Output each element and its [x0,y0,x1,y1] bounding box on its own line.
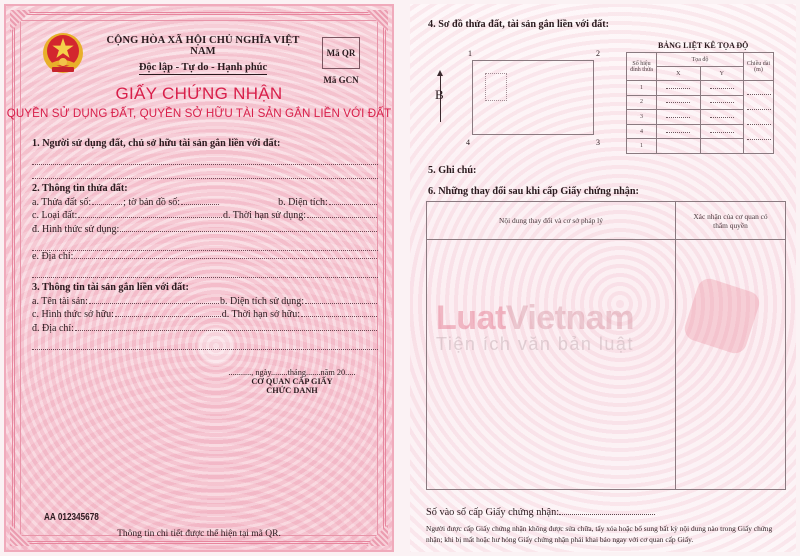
section4-heading: 4. Sơ đồ thửa đất, tài sản gắn liền với đất: [428,19,609,30]
x-cell[interactable] [657,110,701,125]
y-cell[interactable] [700,110,744,125]
length-cell[interactable] [744,81,774,154]
warning-note: Người được cấp Giấy chứng nhận không được sửa chữa, tẩy xóa hoặc bổ sung bất kỳ nội dung nào trong Giấy chứng nhận; khi bị mất hoặc hư hỏng Giấy chứng nhận phải khai báo ngay với cơ quan cấp Giấy. [426,524,773,544]
asset-name-label: a. Tên tài sản: [32,295,88,307]
usage-form-label: đ. Hình thức sử dụng: [32,223,120,235]
certificate-front-page [4,4,394,552]
changes-col-content: Nội dung thay đổi và cơ sở pháp lý [427,202,676,240]
land-address-field-line-2[interactable] [32,265,378,279]
land-address-label: e. Địa chỉ: [32,250,74,262]
col-coords: Tọa độ [657,53,744,67]
x-cell[interactable] [657,139,701,154]
asset-name-field[interactable] [89,296,219,304]
north-label: B [435,87,444,102]
point-cell: 4 [627,124,657,139]
col-y: Y [700,67,744,81]
asset-footprint-outline [485,73,507,101]
owner-field-line-2[interactable] [32,165,378,179]
watermark-brand-a: Luat [436,299,506,337]
map-sheet-field[interactable] [181,197,219,205]
vertex-label-4: 4 [466,138,470,147]
parcel-number-label: a. Thửa đất số: [32,196,92,208]
changes-content-cell[interactable] [427,240,676,490]
national-header [98,35,308,75]
point-cell: 1 [627,139,657,154]
x-cell[interactable] [657,81,701,96]
y-cell[interactable] [700,81,744,96]
vertex-label-3: 3 [596,138,600,147]
signer-title: CHỨC DANH [266,386,318,395]
section3-heading: 3. Thông tin tài sản gắn liền với đất: [32,282,189,293]
parcel-number-field[interactable] [92,197,122,205]
usage-form-field-line-2[interactable] [32,237,378,251]
vertex-label-1: 1 [468,49,472,58]
changes-confirmation-cell[interactable] [676,240,786,490]
certificate-title [6,84,392,120]
qr-label: Mã QR [326,48,356,58]
asset-address-label: đ. Địa chỉ: [32,322,74,334]
asset-address-field[interactable] [75,323,377,331]
ownership-term-field[interactable] [301,309,377,317]
coord-table-title: BẢNG LIỆT KÊ TỌA ĐỘ [658,41,749,50]
watermark-tagline: Tiện ích văn bản luật [436,334,634,354]
point-cell: 1 [627,81,657,96]
certificate-back-page [410,4,796,552]
qr-code-box [322,37,360,69]
point-cell: 3 [627,110,657,125]
issue-date-line: ..........., ngày........tháng.......năm 20..... [228,368,356,377]
national-emblem-icon [40,32,86,76]
vertex-label-2: 2 [596,49,600,58]
section2-heading: 2. Thông tin thửa đất: [32,183,128,194]
issuing-signature-block [222,368,362,395]
usage-area-label: b. Diện tích sử dụng: [219,295,304,307]
qr-note: Thông tin chi tiết được thể hiện tại mã QR. [117,529,281,539]
owner-field-line-1[interactable] [32,152,378,166]
land-address-field[interactable] [74,251,377,259]
registry-field[interactable] [559,509,655,515]
changes-table [426,201,786,490]
col-x: X [657,67,701,81]
section-attached-assets [32,282,378,350]
serial-number: AA 012345678 [44,512,99,523]
watermark-brand-b: Vietnam [505,299,634,337]
usage-term-label: d. Thời hạn sử dụng: [222,210,306,222]
land-type-field[interactable] [78,210,222,218]
point-cell: 2 [627,95,657,110]
section-owner [32,138,378,179]
y-cell[interactable] [700,124,744,139]
section-land-parcel [32,183,378,278]
coordinates-table [626,52,774,154]
usage-form-field[interactable] [120,224,377,232]
ownership-form-field[interactable] [115,309,221,317]
map-sheet-label: ; tờ bản đồ số: [123,196,181,208]
col-length: Chiều dài (m) [744,53,774,81]
table-row [627,81,774,96]
asset-address-field-line-2[interactable] [32,336,378,350]
certificate-code-label: Mã GCN [323,75,359,85]
ownership-term-label: d. Thời hạn sở hữu: [221,309,300,321]
land-type-label: c. Loại đất: [32,210,78,222]
parcel-diagram [472,60,594,135]
area-field[interactable] [329,197,377,205]
section5-heading: 5. Ghi chú: [428,165,477,176]
section6-heading: 6. Những thay đổi sau khi cấp Giấy chứng nhận: [428,186,639,197]
registry-number [426,507,655,518]
changes-col-confirmation: Xác nhận của cơ quan có thẩm quyền [676,202,786,240]
area-label: b. Diện tích: [278,196,328,208]
issuing-agency: CƠ QUAN CẤP GIẤY [251,377,333,386]
national-motto: Độc lập - Tự do - Hạnh phúc [138,62,268,73]
registry-label: Số vào sổ cấp Giấy chứng nhận: [426,507,560,518]
usage-area-field[interactable] [305,296,377,304]
col-point: Số hiệu đỉnh thửa [627,53,657,81]
title-sub: QUYỀN SỬ DỤNG ĐẤT, QUYỀN SỞ HỮU TÀI SẢN GẮN LIỀN VỚI ĐẤT [6,107,392,120]
section1-heading: 1. Người sử dụng đất, chủ sở hữu tài sản gắn liền với đất: [32,138,281,149]
y-cell[interactable] [700,139,744,154]
x-cell[interactable] [657,95,701,110]
usage-term-field[interactable] [307,210,377,218]
title-main: GIẤY CHỨNG NHẬN [115,84,283,103]
ownership-form-label: c. Hình thức sở hữu: [32,309,114,321]
y-cell[interactable] [700,95,744,110]
nation-name: CỘNG HÒA XÃ HỘI CHỦ NGHĨA VIỆT NAM [106,35,300,57]
x-cell[interactable] [657,124,701,139]
